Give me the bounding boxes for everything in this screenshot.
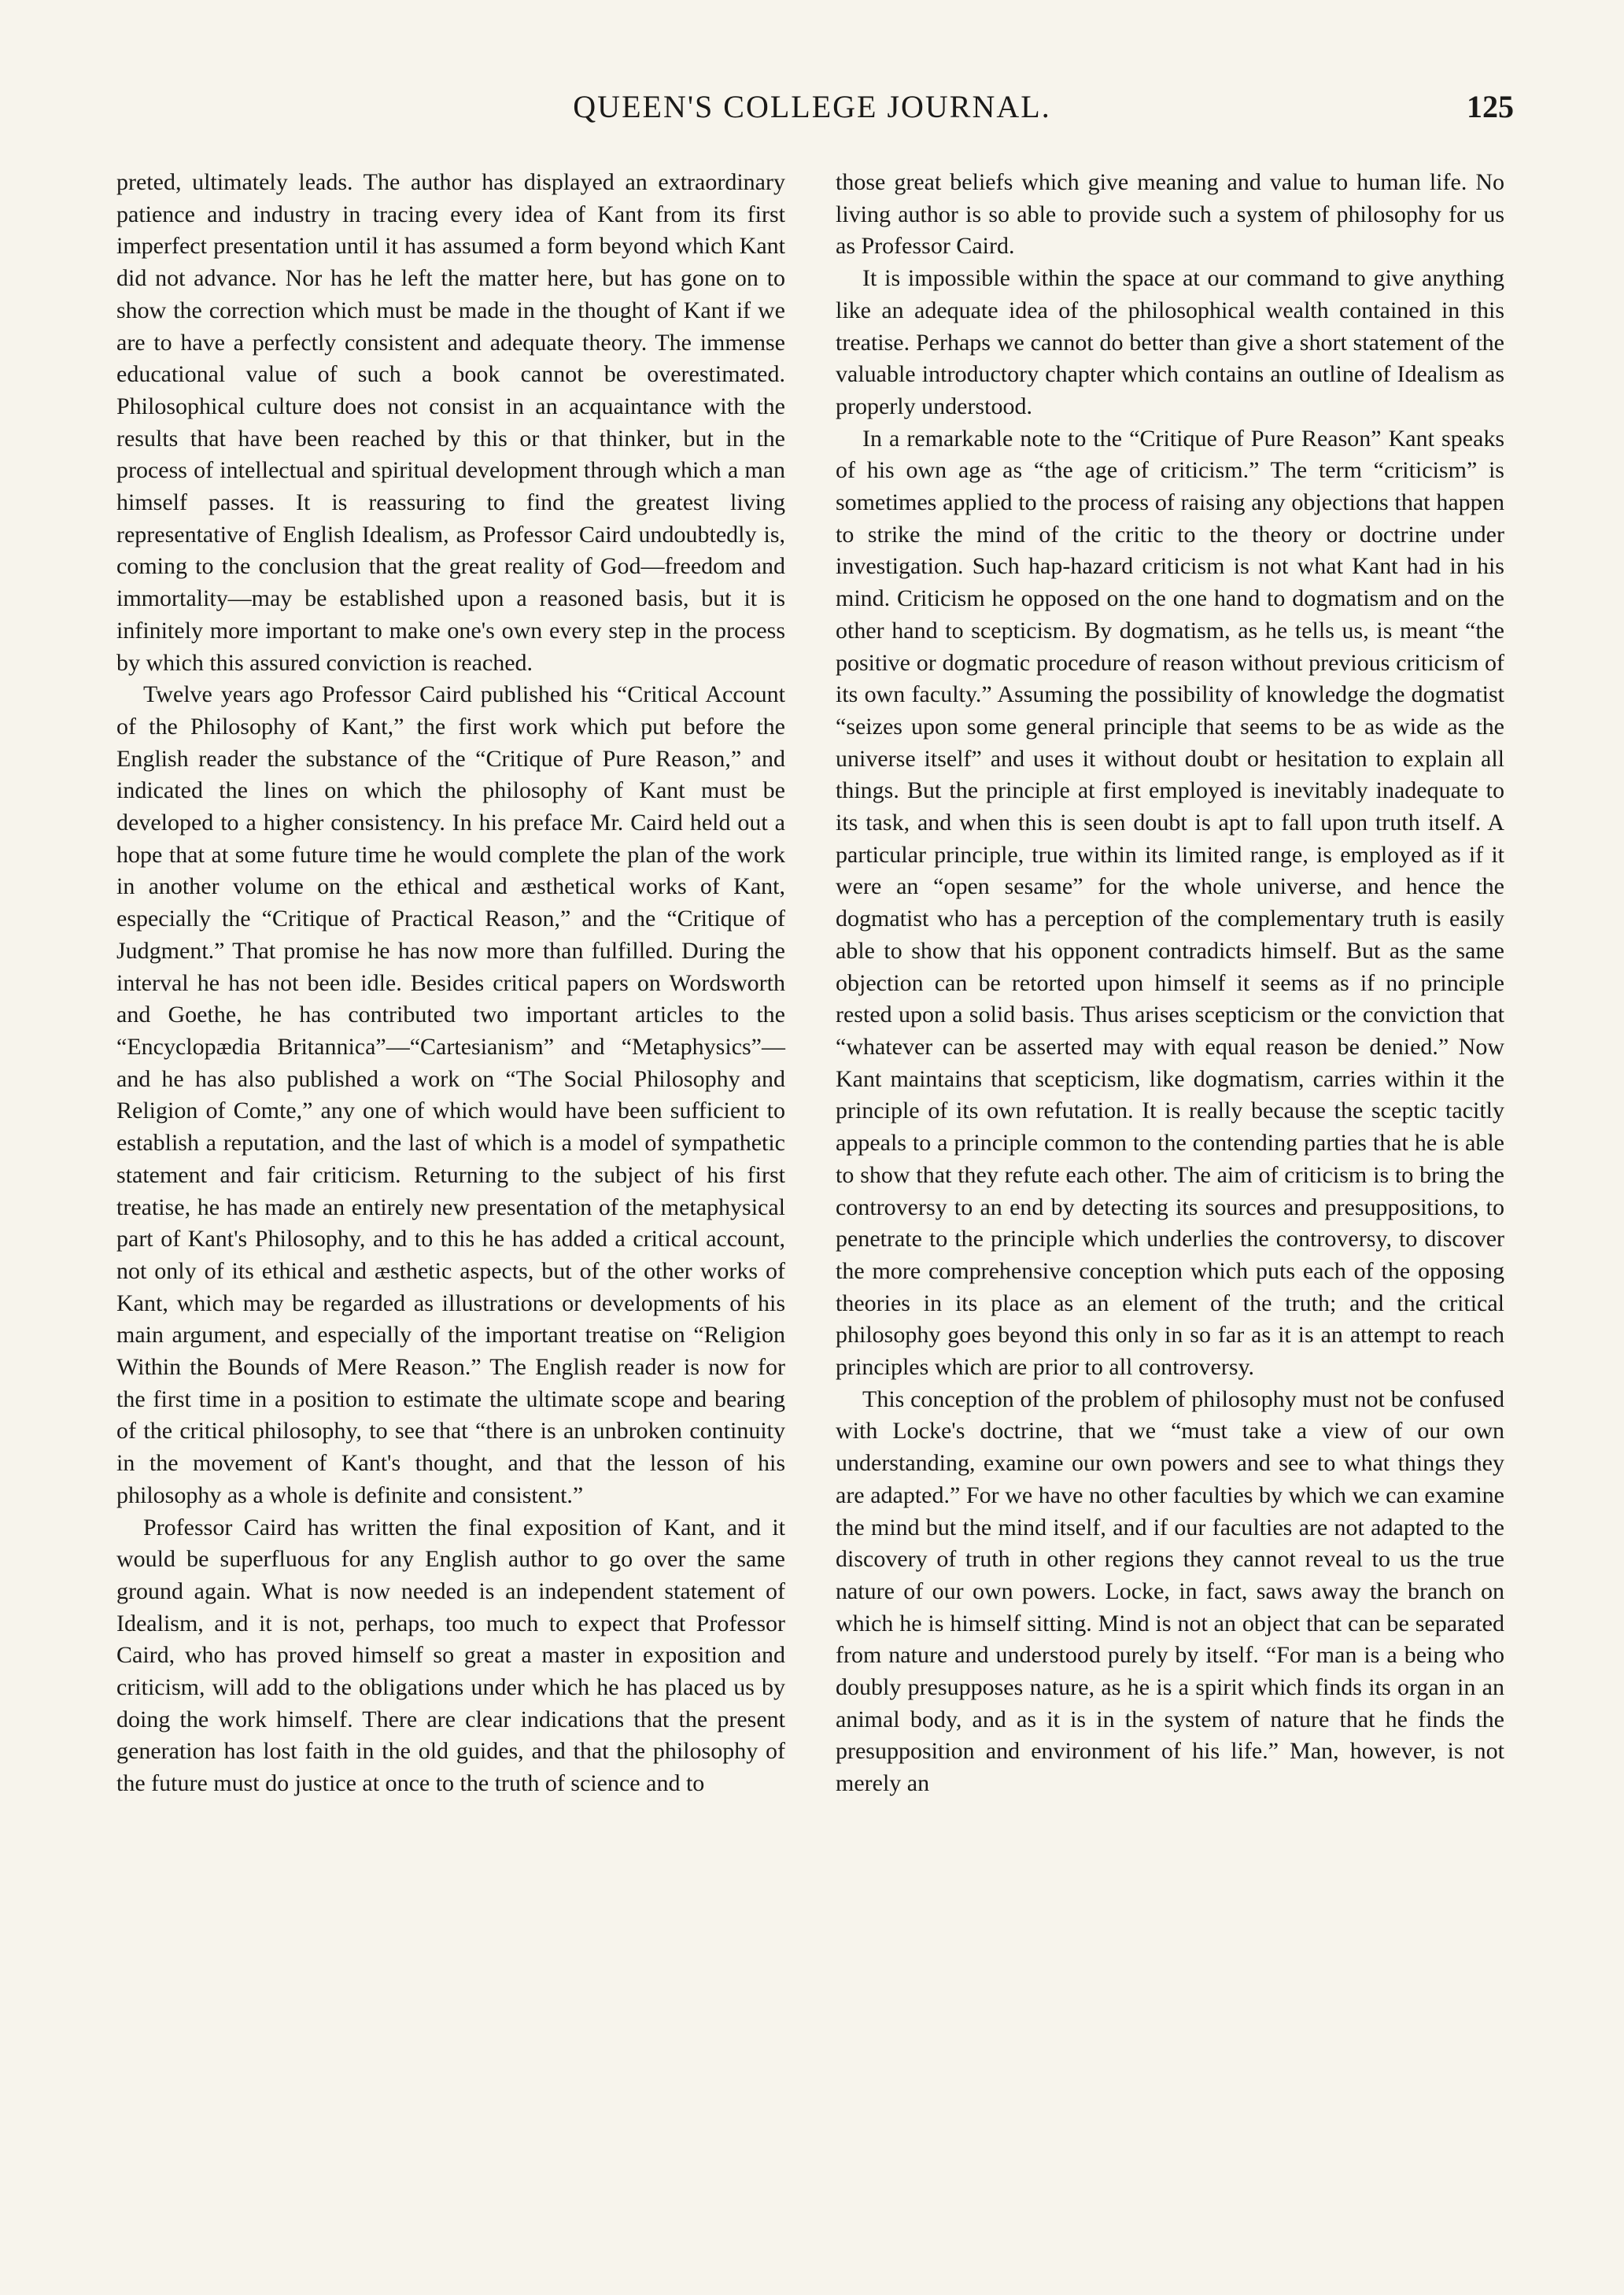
paragraph: In a remarkable note to the “Critique of Pure Reason” Kant speaks of his own age as “the age of criticism.” The term “criticism” is sometimes applied to the process of raising any objections that happen to strike the mind of the critic to the theory or doctrine under investigation. Such hap-hazard criticism is not what Kant had in his mind. Criticism he opposed on the one hand to dogmatism and on the other hand to scepticism. By dogmatism, as he tells us, is meant “the positive or dogmatic procedure of reason without previous criticism of its own faculty.” Assuming the possibility of knowledge the dogmatist “seizes upon some general principle that seems to be as wide as the universe itself” and uses it without doubt or hesitation to explain all things. But the principle at first employed is inevitably inadequate to its task, and when this is seen doubt is apt to fall upon truth itself. A particular principle, true within its limited range, is employed as if it were an “open sesame” for the whole universe, and hence the dogmatist who has a perception of the complementary truth is easily able to show that his opponent contradicts himself. But as the same objection can be retorted upon himself it seems as if no principle rested upon a solid basis. Thus arises scepticism or the conviction that “whatever can be asserted may with equal reason be denied.” Now Kant maintains that scepticism, like dogmatism, carries within it the principle of its own refutation. It is really because the sceptic tacitly appeals to a principle common to the contending parties that he is able to show that they refute each other. The aim of criticism is to bring the controversy to an end by detecting its sources and presuppositions, to penetrate to the principle which underlies the controversy, to discover the more comprehensive conception which puts each of the opposing theories in its place as an element of the truth; and the critical philosophy goes beyond this only in so far as it is an attempt to reach principles which are prior to all controversy. [836,425,1504,1381]
paragraph: Professor Caird has written the final exposition of Kant, and it would be superfluous for any English author to go over the same ground again. What is now needed is an independent statement of Idealism, and it is not, perhaps, too much to expect that Professor Caird, who has proved himself so great a master in exposition and criticism, will add to the obligations under which he has placed us by doing the work himself. There are clear indications that the present generation has lost faith in the old guides, and that the philosophy of the future must do justice at once to the truth of science and to [116,1514,785,1797]
paragraph: preted, ultimately leads. The author has displayed an extraordinary patience and industry in tracing every idea of Kant from its first imperfect presentation until it has assumed a form beyond which Kant did not advance. Nor has he left the matter here, but has gone on to show the correction which must be made in the thought of Kant if we are to have a perfectly consistent and adequate theory. The immense educational value of such a book cannot be overestimated. Philosophical culture does not consist in an acquaintance with the results that have been reached by this or that thinker, but in the process of intellectual and spiritual development through which a man himself passes. It is reassuring to find the greatest living representative of English Idealism, as Professor Caird undoubtedly is, coming to the conclusion that the great reality of God—freedom and immortality—may be established upon a reasoned basis, but it is infinitely more important to make one's own every step in the process by which this assured conviction is reached. [116,169,785,676]
paragraph: Twelve years ago Professor Caird published his “Critical Account of the Philosophy of Kant,” the first work which put before the English reader the substance of the “Critique of Pure Reason,” and indicated the lines on which the philosophy of Kant must be developed to a higher consistency. In his preface Mr. Caird held out a hope that at some future time he would complete the plan of the work in another volume on the ethical and æsthetical works of Kant, especially the “Critique of Practical Reason,” and the “Critique of Judgment.” That promise he has now more than fulfilled. During the interval he has not been idle. Besides critical papers on Wordsworth and Goethe, he has contributed two important articles to the “Encyclopædia Britannica”—“Cartesianism” and “Metaphysics”—and he has also published a work on “The Social Philosophy and Religion of Comte,” any one of which would have been sufficient to establish a reputation, and the last of which is a model of sympathetic statement and fair criticism. Returning to the subject of his first treatise, he has made an entirely new presentation of the metaphysical part of Kant's Philosophy, and to this he has added a critical account, not only of its ethical and æsthetic aspects, but of the other works of Kant, which may be regarded as illustrations or developments of his main argument, and especially of the important treatise on “Religion Within the Bounds of Mere Reason.” The English reader is now for the first time in a position to estimate the ultimate scope and bearing of the critical philosophy, to see that “there is an unbroken continuity in the movement of Kant's thought, and that the lesson of his philosophy as a whole is definite and consistent.” [116,681,785,1508]
right-column [836,167,1504,1800]
paragraph: It is impossible within the space at our command to give anything like an adequate idea of the philosophical wealth contained in this treatise. Perhaps we cannot do better than give a short statement of the valuable introductory chapter which contains an outline of Idealism as properly understood. [836,265,1504,419]
paragraph: This conception of the problem of philosophy must not be confused with Locke's doctrine, that we “must take a view of our own understanding, examine our own powers and see to what things they are adapted.” For we have no other faculties by which we can examine the mind but the mind itself, and if our faculties are not adapted to the discovery of truth in other regions they cannot reveal to us the true nature of our own powers. Locke, in fact, saws away the branch on which he is himself sitting. Mind is not an object that can be separated from nature and understood purely by itself. “For man is a being who doubly presupposes nature, as he is a spirit which finds its organ in an animal body, and as it is in the system of nature that he finds the presupposition and environment of his life.” Man, however, is not merely an [836,1385,1504,1797]
page-header [0,88,1624,135]
page-number: 125 [1467,89,1514,124]
running-title: QUEEN'S COLLEGE JOURNAL. [573,89,1051,124]
left-column [116,167,785,1800]
paragraph: those great beliefs which give meaning and value to human life. No living author is so able to provide such a system of philosophy for us as Professor Caird. [836,169,1504,260]
